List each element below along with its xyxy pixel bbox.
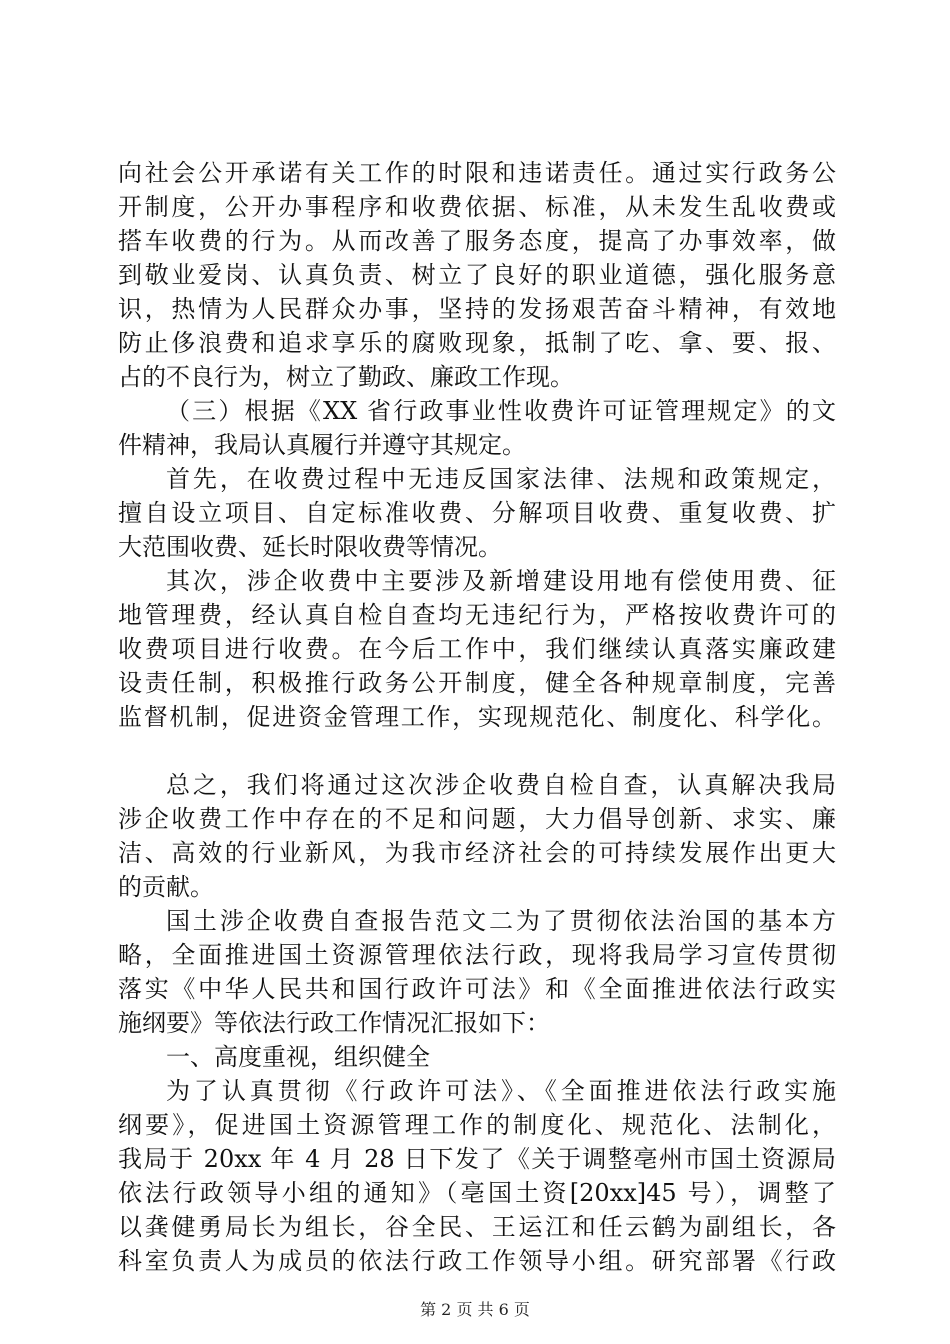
page-number-footer: 第 2 页 共 6 页 xyxy=(420,1300,530,1319)
text-line: 的贡献。 xyxy=(118,873,214,901)
text-line: 施纲要》等依法行政工作情况汇报如下： xyxy=(118,1009,550,1037)
text-line: 依法行政领导小组的通知》（亳国土资[20xx]45 号），调整了 xyxy=(118,1179,836,1207)
paragraph-first-line: 总之，我们将通过这次涉企收费自检自查，认真解决我局 xyxy=(166,771,836,799)
paragraph-gap xyxy=(118,734,836,768)
paragraph-first-line: 国土涉企收费自查报告范文二为了贯彻依法治国的基本方 xyxy=(166,907,836,935)
text-line: 涉企收费工作中存在的不足和问题，大力倡导创新、求实、廉 xyxy=(118,805,836,833)
text-line: 洁、高效的行业新风，为我市经济社会的可持续发展作出更大 xyxy=(118,839,836,867)
text-line: 防止侈浪费和追求享乐的腐败现象，抵制了吃、拿、要、报、 xyxy=(118,329,836,357)
text-line: 大范围收费、延长时限收费等情况。 xyxy=(118,533,502,561)
text-line: 纲要》，促进国土资源管理工作的制度化、规范化、法制化， xyxy=(118,1111,836,1139)
text-line: 搭车收费的行为。从而改善了服务态度，提高了办事效率，做 xyxy=(118,227,836,255)
text-line: 监督机制，促进资金管理工作，实现规范化、制度化、科学化。 xyxy=(118,703,836,731)
text-line: 占的不良行为，树立了勤政、廉政工作现。 xyxy=(118,363,574,391)
text-line: 以龚健勇局长为组长，谷全民、王运江和任云鹤为副组长，各 xyxy=(118,1213,836,1241)
paragraph-first-line: 首先，在收费过程中无违反国家法律、法规和政策规定， xyxy=(166,465,836,493)
text-line: 我局于 20xx 年 4 月 28 日下发了《关于调整亳州市国土资源局 xyxy=(118,1145,836,1173)
text-line: 擅自设立项目、自定标准收费、分解项目收费、重复收费、扩 xyxy=(118,499,836,527)
text-line: 略，全面推进国土资源管理依法行政，现将我局学习宣传贯彻 xyxy=(118,941,836,969)
paragraph-first-line: 为了认真贯彻《行政许可法》、《全面推进依法行政实施 xyxy=(166,1077,836,1105)
section-heading-line: （三）根据《XX 省行政事业性收费许可证管理规定》的文 xyxy=(166,397,836,425)
text-line: 开制度，公开办事程序和收费依据、标准，从未发生乱收费或 xyxy=(118,193,836,221)
text-line: 到敬业爱岗、认真负责、树立了良好的职业道德，强化服务意 xyxy=(118,261,836,289)
text-line: 识，热情为人民群众办事，坚持的发扬艰苦奋斗精神，有效地 xyxy=(118,295,836,323)
document-body xyxy=(118,156,836,1278)
text-line: 地管理费，经认真自检自查均无违纪行为，严格按收费许可的 xyxy=(118,601,836,629)
text-line: 件精神，我局认真履行并遵守其规定。 xyxy=(118,431,526,459)
paragraph-first-line: 其次，涉企收费中主要涉及新增建设用地有偿使用费、征 xyxy=(166,567,836,595)
section-heading-line: 一、高度重视，组织健全 xyxy=(166,1043,430,1071)
text-line: 收费项目进行收费。在今后工作中，我们继续认真落实廉政建 xyxy=(118,635,836,663)
text-line: 落实《中华人民共和国行政许可法》和《全面推进依法行政实 xyxy=(118,975,836,1003)
text-line: 科室负责人为成员的依法行政工作领导小组。研究部署《行政 xyxy=(118,1247,836,1275)
text-line: 设责任制，积极推行政务公开制度，健全各种规章制度，完善 xyxy=(118,669,836,697)
text-line: 向社会公开承诺有关工作的时限和违诺责任。通过实行政务公 xyxy=(118,159,836,187)
